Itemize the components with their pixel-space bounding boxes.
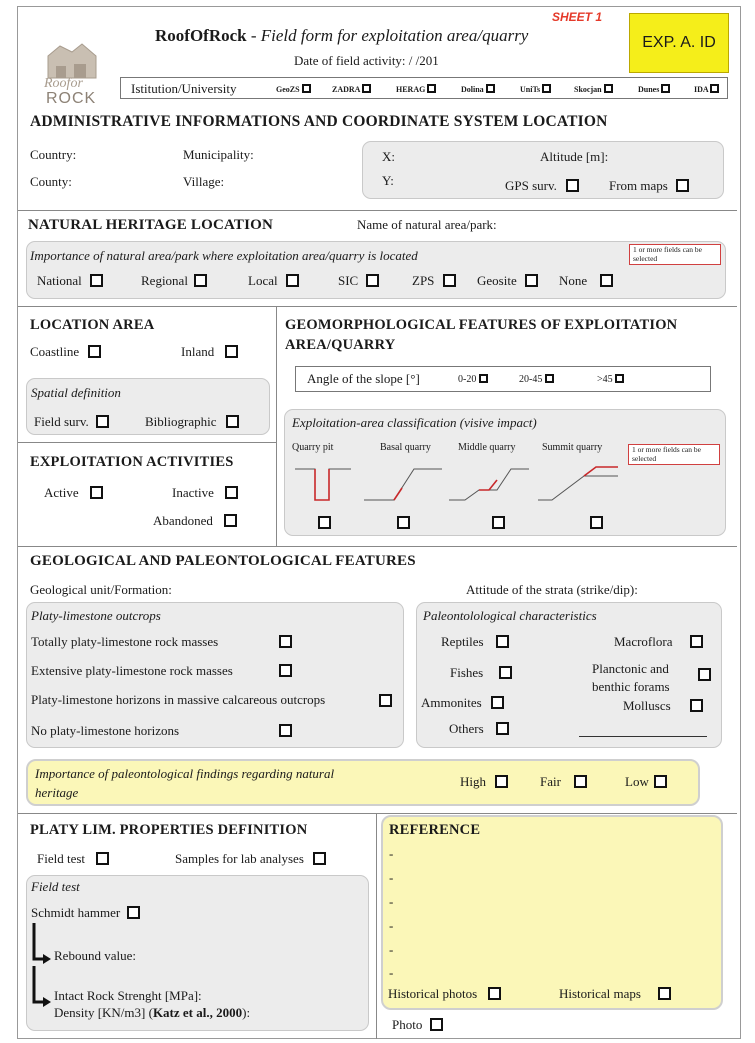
forams-checkbox[interactable] xyxy=(698,668,711,681)
platy-opt-3: Platy-limestone horizons in massive calcareous outcrops xyxy=(31,692,326,707)
opt-historical-photos[interactable]: Historical photos xyxy=(388,986,501,1002)
divider xyxy=(18,306,737,307)
ref-dash-2: - xyxy=(389,870,394,885)
middle-quarry-diagram-icon xyxy=(449,462,531,504)
spatial-label: Spatial definition xyxy=(31,385,121,400)
checkbox[interactable] xyxy=(566,179,579,192)
platy-opt-1-checkbox[interactable] xyxy=(279,635,292,648)
checkbox[interactable] xyxy=(600,274,613,287)
checkbox[interactable] xyxy=(690,699,703,712)
checkbox[interactable] xyxy=(525,274,538,287)
opt-low[interactable]: Low xyxy=(625,774,667,790)
opt-national[interactable]: National xyxy=(37,273,103,289)
opt-none[interactable]: None xyxy=(559,273,613,289)
opt-field-surv[interactable]: Field surv. xyxy=(34,414,109,430)
field-test-label: Field test xyxy=(31,879,80,894)
classification-label: Exploitation-area classification (visive impact) xyxy=(292,415,537,430)
location-heading: LOCATION AREA xyxy=(30,317,155,333)
logo-mountain-icon xyxy=(38,40,108,80)
x-label: X: xyxy=(382,149,395,164)
type-basal-label: Basal quarry xyxy=(380,442,431,453)
logo xyxy=(38,40,108,110)
checkbox[interactable] xyxy=(362,84,371,93)
checkbox[interactable] xyxy=(225,345,238,358)
inst-units[interactable]: UniTs xyxy=(520,84,551,94)
platy-opt-4: No platy-limestone horizons xyxy=(31,723,180,738)
divider xyxy=(18,546,737,547)
sheet-label: SHEET 1 xyxy=(552,10,603,24)
exp-id-box[interactable] xyxy=(629,13,729,73)
density-citation: Katz et al., 2000 xyxy=(152,1005,243,1020)
opt-macroflora[interactable]: Macroflora xyxy=(614,634,703,650)
checkbox[interactable] xyxy=(96,852,109,865)
reference-box[interactable] xyxy=(381,815,723,1010)
ref-dash-4: - xyxy=(389,918,394,933)
checkbox[interactable] xyxy=(427,84,436,93)
opt-historical-maps[interactable]: Historical maps xyxy=(559,986,671,1002)
checkbox[interactable] xyxy=(226,415,239,428)
municipality-label: Municipality: xyxy=(183,147,254,162)
checkbox[interactable] xyxy=(96,415,109,428)
logo-text-2: ROCK xyxy=(46,90,97,107)
checkbox[interactable] xyxy=(313,852,326,865)
checkbox[interactable] xyxy=(88,345,101,358)
checkbox[interactable] xyxy=(302,84,311,93)
checkbox[interactable] xyxy=(495,775,508,788)
checkbox[interactable] xyxy=(604,84,613,93)
checkbox[interactable] xyxy=(661,84,670,93)
checkbox[interactable] xyxy=(224,514,237,527)
admin-heading: ADMINISTRATIVE INFORMATIONS AND COORDINATE SYSTEM LOCATION xyxy=(30,113,608,130)
heritage-heading: NATURAL HERITAGE LOCATION xyxy=(28,217,274,233)
classification-note: 1 or more fields can be selected xyxy=(628,444,720,465)
checkbox[interactable] xyxy=(486,84,495,93)
village-label: Village: xyxy=(183,174,225,189)
checkbox[interactable] xyxy=(496,635,509,648)
inst-dolina[interactable]: Dolina xyxy=(461,84,495,94)
reference-heading: REFERENCE xyxy=(389,822,481,838)
type-quarry-pit-label: Quarry pit xyxy=(292,442,334,453)
checkbox[interactable] xyxy=(499,666,512,679)
opt-fair[interactable]: Fair xyxy=(540,774,587,790)
opt-active[interactable]: Active xyxy=(44,485,103,501)
gps-option[interactable]: GPS surv. xyxy=(505,178,579,194)
checkbox[interactable] xyxy=(286,274,299,287)
slope-gt-45[interactable]: >45 xyxy=(597,374,624,385)
checkbox[interactable] xyxy=(658,987,671,1000)
county-label: County: xyxy=(30,174,72,189)
platy-label: Platy-limestone outcrops xyxy=(31,608,161,623)
opt-local[interactable]: Local xyxy=(248,273,299,289)
opt-samples[interactable]: Samples for lab analyses xyxy=(175,851,326,867)
paleo-importance-2: heritage xyxy=(35,785,79,800)
arrow-intact-icon xyxy=(31,966,53,1010)
inst-skocjan[interactable]: Skocjan xyxy=(574,84,613,94)
opt-bibliographic[interactable]: Bibliographic xyxy=(145,414,239,430)
checkbox[interactable] xyxy=(479,374,488,383)
vertical-divider xyxy=(376,813,377,1039)
unit-label: Geological unit/Formation: xyxy=(30,582,172,597)
title-bold: RoofOfRock xyxy=(155,26,247,45)
slope-0-20[interactable]: 0-20 xyxy=(458,374,488,385)
divider xyxy=(18,210,737,211)
checkbox[interactable] xyxy=(615,374,624,383)
geomorph-heading-2: AREA/QUARRY xyxy=(285,337,396,353)
opt-sic[interactable]: SIC xyxy=(338,273,379,289)
paleo-importance-1: Importance of paleontological findings regarding natural xyxy=(35,766,335,781)
type-summit-label: Summit quarry xyxy=(542,442,603,453)
checkbox[interactable] xyxy=(127,906,140,919)
ref-dash-1: - xyxy=(389,846,394,861)
inst-ida[interactable]: IDA xyxy=(694,84,719,94)
opt-high[interactable]: High xyxy=(460,774,508,790)
inst-geozs[interactable]: GeoZS xyxy=(276,84,311,94)
opt-molluscs[interactable]: Molluscs xyxy=(623,698,703,714)
density-label: Density [KN/m3] (Katz et al., 2000): xyxy=(54,1005,251,1020)
opt-field-test[interactable]: Field test xyxy=(37,851,109,867)
basal-quarry-diagram-icon xyxy=(364,462,444,504)
logo-text-1: Roofor xyxy=(44,76,83,91)
arrow-rebound-icon xyxy=(31,923,53,967)
opt-others[interactable]: Others xyxy=(449,721,509,737)
date-label: Date of field activity: / /201 xyxy=(294,53,439,68)
y-label: Y: xyxy=(382,173,394,188)
inst-dunes[interactable]: Dunes xyxy=(638,84,670,94)
forams-label-2: benthic forams xyxy=(592,679,670,694)
institution-label: Istitution/University xyxy=(131,81,237,96)
heritage-note: 1 or more fields can be selected xyxy=(629,244,721,265)
vertical-divider xyxy=(276,306,277,546)
opt-zps[interactable]: ZPS xyxy=(412,273,456,289)
checkbox[interactable] xyxy=(574,775,587,788)
opt-ammonites[interactable]: Ammonites xyxy=(421,695,504,711)
platy-opt-4-checkbox[interactable] xyxy=(279,724,292,737)
slope-label: Angle of the slope [°] xyxy=(307,371,420,386)
opt-schmidt[interactable]: Schmidt hammer xyxy=(31,905,140,921)
opt-inactive[interactable]: Inactive xyxy=(172,485,238,501)
exp-id-label: EXP. A. ID xyxy=(642,34,716,51)
middle-quarry-checkbox[interactable] xyxy=(492,516,505,529)
slope-20-45[interactable]: 20-45 xyxy=(519,374,554,385)
geology-heading: GEOLOGICAL AND PALEONTOLOGICAL FEATURES xyxy=(30,553,416,569)
forams-label-1: Planctonic and xyxy=(592,661,669,676)
checkbox[interactable] xyxy=(545,374,554,383)
title-sep: - xyxy=(246,26,261,45)
altitude-label: Altitude [m]: xyxy=(540,149,609,164)
checkbox[interactable] xyxy=(488,987,501,1000)
checkbox[interactable] xyxy=(366,274,379,287)
opt-fishes[interactable]: Fishes xyxy=(450,665,512,681)
inst-herag[interactable]: HERAG xyxy=(396,84,436,94)
opt-photo[interactable]: Photo xyxy=(392,1017,443,1033)
rebound-label: Rebound value: xyxy=(54,948,136,963)
attitude-label: Attitude of the strata (strike/dip): xyxy=(466,582,638,597)
checkbox[interactable] xyxy=(676,179,689,192)
geomorph-heading-1: GEOMORPHOLOGICAL FEATURES OF EXPLOITATION xyxy=(285,317,678,333)
ref-dash-5: - xyxy=(389,942,394,957)
summit-quarry-checkbox[interactable] xyxy=(590,516,603,529)
summit-quarry-diagram-icon xyxy=(538,462,620,504)
heritage-importance-label: Importance of natural area/park where exploitation area/quarry is located xyxy=(30,248,418,263)
checkbox[interactable] xyxy=(90,486,103,499)
checkbox[interactable] xyxy=(710,84,719,93)
others-write-line[interactable] xyxy=(579,736,707,737)
opt-coastline[interactable]: Coastline xyxy=(30,344,101,360)
title-italic: Field form for exploitation area/quarry xyxy=(260,26,529,45)
opt-reptiles[interactable]: Reptiles xyxy=(441,634,509,650)
ref-dash-6: - xyxy=(389,965,394,980)
inst-zadra[interactable]: ZADRA xyxy=(332,84,371,94)
paleo-label: Paleontolological characteristics xyxy=(423,608,597,623)
platy-opt-2: Extensive platy-limestone rock masses xyxy=(31,663,233,678)
checkbox[interactable] xyxy=(690,635,703,648)
type-middle-label: Middle quarry xyxy=(458,442,516,453)
intact-label: Intact Rock Strenght [MPa]: xyxy=(54,988,202,1003)
platy-opt-2-checkbox[interactable] xyxy=(279,664,292,677)
quarry-pit-checkbox[interactable] xyxy=(318,516,331,529)
ref-dash-3: - xyxy=(389,894,394,909)
checkbox[interactable] xyxy=(496,722,509,735)
checkbox[interactable] xyxy=(90,274,103,287)
opt-geosite[interactable]: Geosite xyxy=(477,273,538,289)
checkbox[interactable] xyxy=(430,1018,443,1031)
platy-heading: PLATY LIM. PROPERTIES DEFINITION xyxy=(30,822,308,838)
from-maps-option[interactable]: From maps xyxy=(609,178,689,194)
country-label: Country: xyxy=(30,147,77,162)
exploitation-heading: EXPLOITATION ACTIVITIES xyxy=(30,454,234,470)
opt-abandoned[interactable]: Abandoned xyxy=(153,513,237,529)
checkbox[interactable] xyxy=(491,696,504,709)
opt-regional[interactable]: Regional xyxy=(141,273,207,289)
checkbox[interactable] xyxy=(443,274,456,287)
quarry-pit-diagram-icon xyxy=(295,462,353,504)
checkbox[interactable] xyxy=(654,775,667,788)
checkbox[interactable] xyxy=(194,274,207,287)
divider xyxy=(18,813,737,814)
platy-opt-3-checkbox[interactable] xyxy=(379,694,392,707)
platy-opt-1: Totally platy-limestone rock masses xyxy=(31,634,219,649)
basal-quarry-checkbox[interactable] xyxy=(397,516,410,529)
park-name-label: Name of natural area/park: xyxy=(357,217,497,232)
checkbox[interactable] xyxy=(225,486,238,499)
page-title xyxy=(155,26,528,46)
opt-inland[interactable]: Inland xyxy=(181,344,238,360)
divider xyxy=(18,442,276,443)
checkbox[interactable] xyxy=(542,84,551,93)
